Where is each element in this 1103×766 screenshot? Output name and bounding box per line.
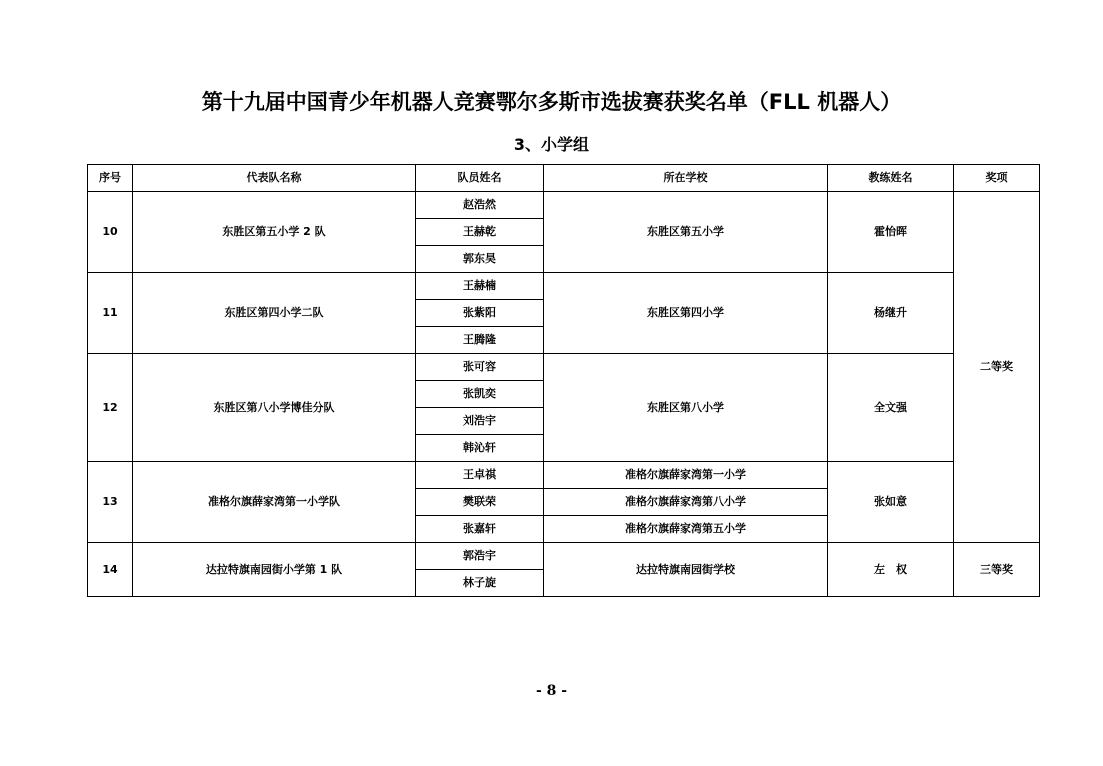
school-cell: 达拉特旗南园街学校: [544, 543, 828, 597]
seq-cell: 14: [88, 543, 133, 597]
table-header-row: [88, 165, 1040, 192]
team-cell: 达拉特旗南园街小学第 1 队: [133, 543, 416, 597]
team-cell: 东胜区第四小学二队: [133, 273, 416, 354]
school-cell: 东胜区第五小学: [544, 192, 828, 273]
header-seq: 序号: [88, 165, 133, 192]
header-team: 代表队名称: [133, 165, 416, 192]
page-number: - 8 -: [535, 683, 568, 699]
document-title: 第十九届中国青少年机器人竞赛鄂尔多斯市选拔赛获奖名单（FLL 机器人）: [201, 90, 902, 114]
team-cell: 东胜区第五小学 2 队: [133, 192, 416, 273]
school-cell: 准格尔旗薛家湾第八小学: [544, 489, 828, 516]
school-cell: 东胜区第八小学: [544, 354, 828, 462]
member-cell: 樊联荣: [416, 489, 544, 516]
member-cell: 张可容: [416, 354, 544, 381]
coach-cell: 左 权: [828, 543, 954, 597]
coach-cell: 张如意: [828, 462, 954, 543]
member-cell: 张凯奕: [416, 381, 544, 408]
member-cell: 郭浩宇: [416, 543, 544, 570]
member-cell: 王腾隆: [416, 327, 544, 354]
member-cell: 刘浩宇: [416, 408, 544, 435]
award-table: [87, 164, 1040, 597]
table-row: [88, 462, 1040, 489]
header-school: 所在学校: [544, 165, 828, 192]
school-cell: 准格尔旗薛家湾第一小学: [544, 462, 828, 489]
member-cell: 林子旋: [416, 570, 544, 597]
seq-cell: 12: [88, 354, 133, 462]
coach-cell: 全文强: [828, 354, 954, 462]
header-coach: 教练姓名: [828, 165, 954, 192]
coach-cell: 杨继升: [828, 273, 954, 354]
table-row: [88, 543, 1040, 570]
member-cell: 张紫阳: [416, 300, 544, 327]
header-award: 奖项: [954, 165, 1040, 192]
seq-cell: 11: [88, 273, 133, 354]
member-cell: 王赫乾: [416, 219, 544, 246]
seq-cell: 13: [88, 462, 133, 543]
table-row: [88, 354, 1040, 381]
award-cell-second: 二等奖: [954, 192, 1040, 543]
team-cell: 东胜区第八小学博佳分队: [133, 354, 416, 462]
team-cell: 准格尔旗薛家湾第一小学队: [133, 462, 416, 543]
table-row: [88, 273, 1040, 300]
award-cell-third: 三等奖: [954, 543, 1040, 597]
school-cell: 东胜区第四小学: [544, 273, 828, 354]
member-cell: 赵浩然: [416, 192, 544, 219]
member-cell: 王卓祺: [416, 462, 544, 489]
table-row: [88, 192, 1040, 219]
coach-cell: 霍怡晖: [828, 192, 954, 273]
school-cell: 准格尔旗薛家湾第五小学: [544, 516, 828, 543]
member-cell: 王赫楠: [416, 273, 544, 300]
member-cell: 张嘉轩: [416, 516, 544, 543]
member-cell: 韩沁轩: [416, 435, 544, 462]
member-cell: 郭东昊: [416, 246, 544, 273]
seq-cell: 10: [88, 192, 133, 273]
section-subtitle: 3、小学组: [513, 135, 590, 154]
header-members: 队员姓名: [416, 165, 544, 192]
